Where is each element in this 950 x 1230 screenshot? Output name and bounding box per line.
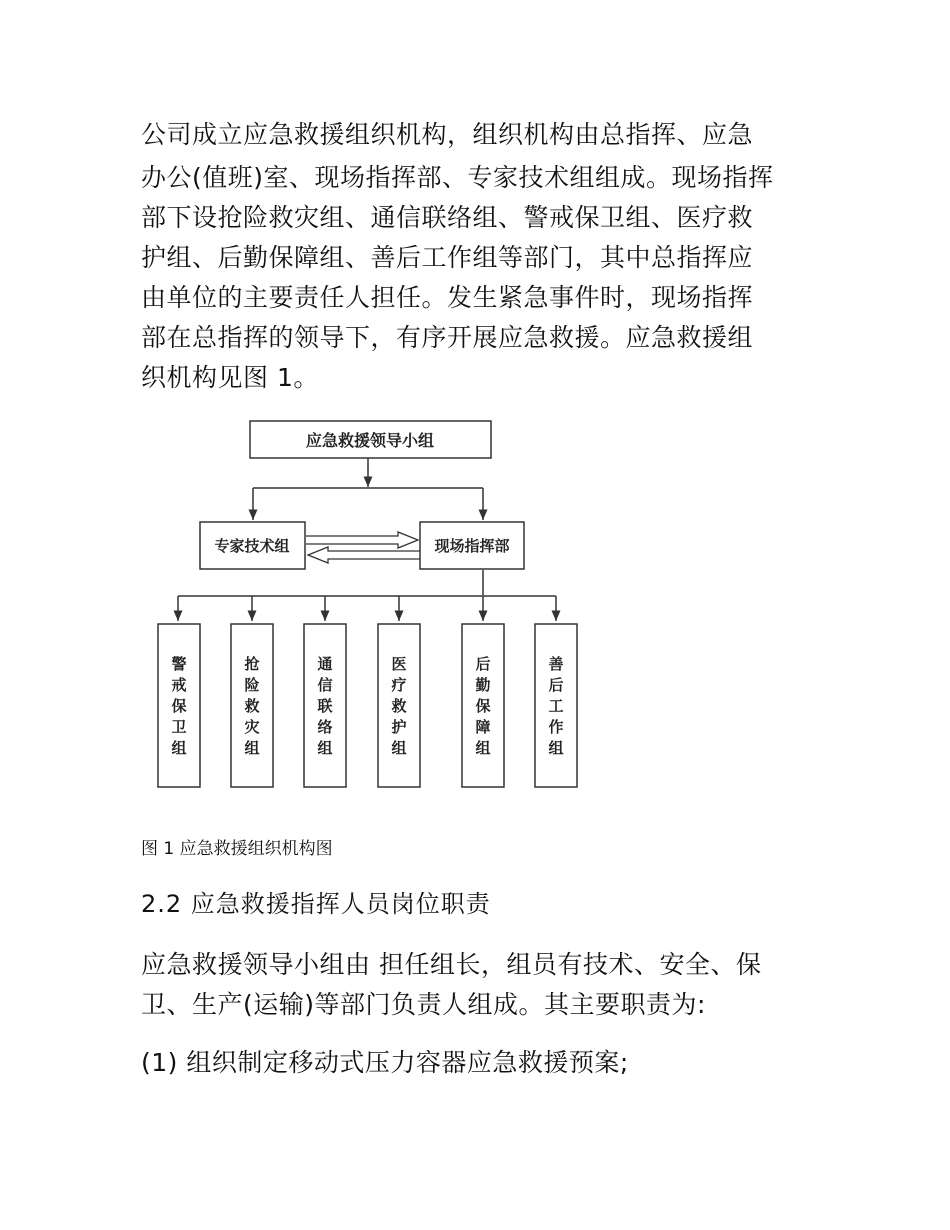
intro-line: 部下设抢险救灾组、通信联络组、警戒保卫组、医疗救 (141, 203, 754, 232)
command-label: 现场指挥部 (434, 537, 510, 555)
intro-line: 办公(值班)室、现场指挥部、专家技术组组成。现场指挥 (141, 163, 774, 192)
leader-label: 应急救援领导小组 (305, 431, 435, 450)
section-heading: 2.2 应急救援指挥人员岗位职责 (141, 890, 491, 918)
group-label: 警戒保卫组 (171, 655, 187, 757)
group-label: 通信联络组 (317, 655, 333, 757)
expert-label: 专家技术组 (214, 537, 290, 555)
figure-caption: 图 1 应急救援组织机构图 (141, 839, 333, 859)
bidirectional-arrow (306, 532, 420, 563)
intro-line: 护组、后勤保障组、善后工作组等部门，其中总指挥应 (141, 243, 754, 272)
body-line: (1) 组织制定移动式压力容器应急救援预案; (141, 1048, 629, 1077)
group-label: 善后工作组 (548, 655, 564, 757)
group-label: 抢险救灾组 (244, 655, 260, 757)
intro-line: 部在总指挥的领导下，有序开展应急救援。应急救援组 (141, 323, 754, 352)
group-label: 医疗救护组 (391, 655, 407, 757)
body-line: 卫、生产(运输)等部门负责人组成。其主要职责为: (141, 990, 706, 1019)
intro-line: 由单位的主要责任人担任。发生紧急事件时，现场指挥 (141, 283, 754, 312)
intro-line: 公司成立应急救援组织机构，组织机构由总指挥、应急 (141, 120, 754, 149)
group-label: 后勤保障组 (475, 655, 491, 757)
intro-line: 织机构见图 1。 (141, 363, 319, 392)
right-hollow-arrow (306, 532, 418, 548)
left-hollow-arrow (308, 547, 420, 563)
body-line: 应急救援领导小组由 担任组长，组员有技术、安全、保 (141, 950, 762, 979)
